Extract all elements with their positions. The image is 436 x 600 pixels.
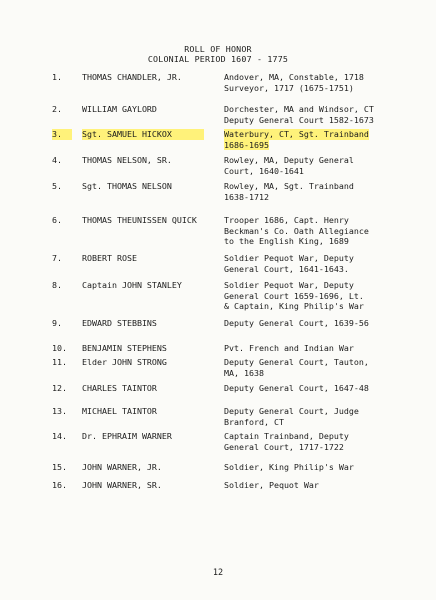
entry-description — [224, 406, 414, 427]
entry-number: 13. — [52, 406, 67, 416]
entry-description — [224, 253, 414, 274]
entry-description — [224, 280, 414, 312]
entry-description — [224, 215, 414, 247]
entry-number: 7. — [52, 253, 62, 263]
entry-description — [224, 72, 414, 93]
entry-number: 3. — [52, 129, 72, 140]
entry-description — [224, 480, 414, 491]
entry-number: 12. — [52, 383, 67, 393]
entry-number: 1. — [52, 72, 62, 82]
entry-description-line: Branford, CT — [224, 416, 284, 427]
entry-description-line: General Court, 1641-1643. — [224, 263, 349, 274]
entry-description-line: 1638-1712 — [224, 191, 269, 202]
entry-name: WILLIAM GAYLORD — [82, 104, 157, 114]
entry-description — [224, 129, 414, 150]
entry-name: BENJAMIN STEPHENS — [82, 343, 167, 353]
entry-number: 6. — [52, 215, 62, 225]
entry-number: 11. — [52, 357, 67, 367]
entry-description-line: General Court, 1717-1722 — [224, 441, 344, 452]
entry-name: Captain JOHN STANLEY — [82, 280, 182, 290]
entry-description-line: Soldier Pequot War, Deputy — [224, 280, 354, 290]
entry-description-line: Deputy General Court 1582-1673 — [224, 114, 374, 125]
entry-description — [224, 383, 414, 394]
entry-name: Dr. EPHRAIM WARNER — [82, 431, 172, 441]
entry-name: THOMAS THEUNISSEN QUICK — [82, 215, 197, 225]
entry-name: Sgt. THOMAS NELSON — [82, 181, 172, 191]
entry-description — [224, 318, 414, 329]
entry-description — [224, 431, 414, 452]
entry-description-line: Surveyor, 1717 (1675-1751) — [224, 82, 354, 93]
entry-number: 9. — [52, 318, 62, 328]
entry-name: Sgt. SAMUEL HICKOX — [82, 129, 204, 140]
entry-name: Elder JOHN STRONG — [82, 357, 167, 367]
entry-name: ROBERT ROSE — [82, 253, 137, 263]
entry-name: JOHN WARNER, JR. — [82, 462, 162, 472]
entry-description-line: Soldier, Pequot War — [224, 480, 319, 490]
page-subtitle: COLONIAL PERIOD 1607 - 1775 — [147, 54, 289, 64]
entry-name: MICHAEL TAINTOR — [82, 406, 157, 416]
entry-description-line: Beckman's Co. Oath Allegiance — [224, 225, 369, 236]
entry-description — [224, 104, 414, 125]
entry-description-line: Deputy General Court, 1647-48 — [224, 383, 369, 393]
entry-description-line: General Court 1659-1696, Lt. — [224, 290, 364, 301]
entry-number: 16. — [52, 480, 67, 490]
entry-name: EDWARD STEBBINS — [82, 318, 157, 328]
entry-description-line: Pvt. French and Indian War — [224, 343, 354, 353]
entry-number: 14. — [52, 431, 67, 441]
entry-name: THOMAS NELSON, SR. — [82, 155, 172, 165]
entry-name: JOHN WARNER, SR. — [82, 480, 162, 490]
entry-description-line: Trooper 1686, Capt. Henry — [224, 215, 349, 225]
entry-description — [224, 357, 414, 378]
entry-description-line: MA, 1638 — [224, 367, 264, 378]
page-title: ROLL OF HONOR — [184, 44, 252, 54]
entry-description-line: Waterbury, CT, Sgt. Trainband — [224, 129, 369, 139]
entry-description-line: 1686-1695 — [224, 139, 269, 150]
entry-name: THOMAS CHANDLER, JR. — [82, 72, 182, 82]
page-number: 12 — [212, 568, 224, 578]
entry-description-line: Deputy General Court, Judge — [224, 406, 359, 416]
entry-description-line: Court, 1640-1641 — [224, 165, 304, 176]
entry-description-line: Deputy General Court, 1639-56 — [224, 318, 369, 328]
entry-number: 5. — [52, 181, 62, 191]
entry-description-line: Andover, MA, Constable, 1718 — [224, 72, 364, 82]
entry-description-line: Soldier, King Philip's War — [224, 462, 354, 472]
entry-description — [224, 462, 414, 473]
entry-description-line: Rowley, MA, Sgt. Trainband — [224, 181, 354, 191]
entry-number: 4. — [52, 155, 62, 165]
entry-description-line: to the English King, 1689 — [224, 236, 349, 246]
entry-number: 2. — [52, 104, 62, 114]
entry-description-line: Rowley, MA, Deputy General — [224, 155, 354, 165]
entry-number: 10. — [52, 343, 67, 353]
entry-description-line: Soldier Pequot War, Deputy — [224, 253, 354, 263]
entry-name: CHARLES TAINTOR — [82, 383, 157, 393]
entry-description — [224, 343, 414, 354]
entry-description-line: Captain Trainband, Deputy — [224, 431, 349, 441]
entry-number: 8. — [52, 280, 62, 290]
entry-number: 15. — [52, 462, 67, 472]
entry-description-line: Dorchester, MA and Windsor, CT — [224, 104, 374, 114]
entry-description-line: Deputy General Court, Tauton, — [224, 357, 369, 367]
entry-description — [224, 181, 414, 202]
entry-description — [224, 155, 414, 176]
entry-description-line: & Captain, King Philip's War — [224, 301, 364, 311]
